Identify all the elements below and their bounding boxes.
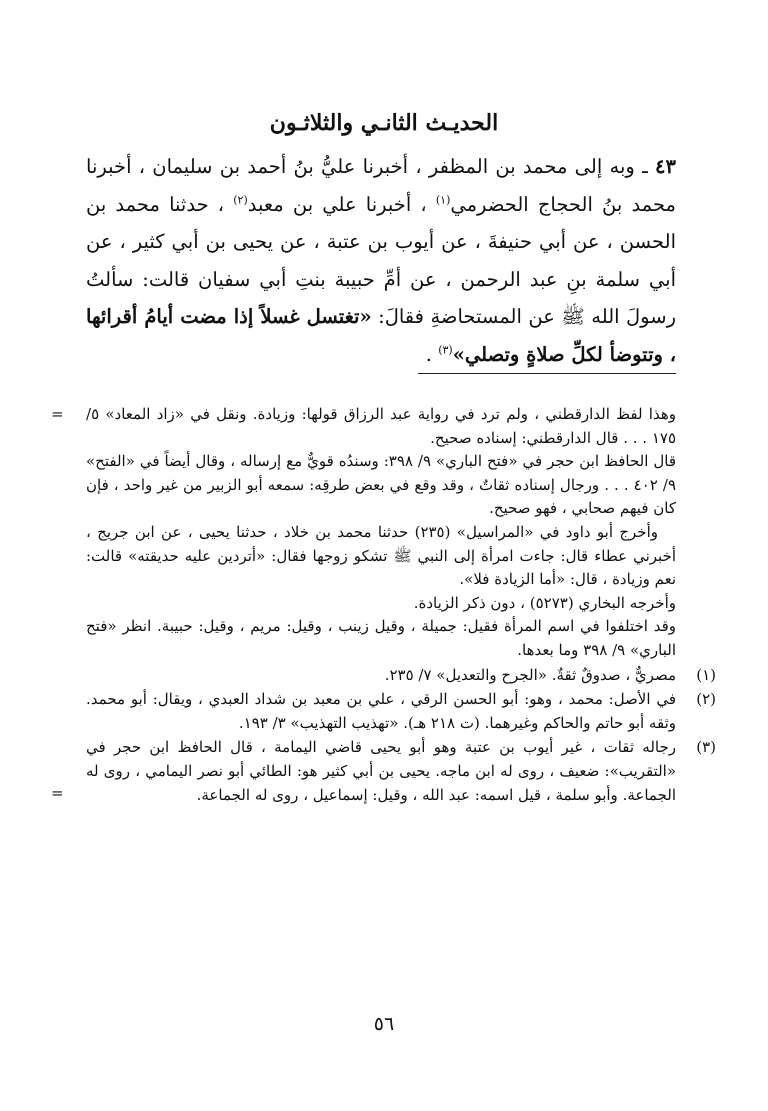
prophet-quote: «تغتسل غسلاً إذا مضت أيامُ أقرائها ، وتتوضأ لكلِّ صلاةٍ وتصلي» bbox=[86, 305, 676, 366]
hadith-text-part1: ـ وبه إلى محمد بن المظفر ، أخبرنا عليُّ بنُ أحمد بن سليمان ، أخبرنا محمد بنُ الحجاج الحضرمي bbox=[86, 155, 676, 216]
footnotes-section bbox=[51, 403, 716, 807]
footnote-text: رجاله ثقات ، غير أيوب بن عتبة وهو أبو يحيى قاضي اليمامة ، قال الحافظ ابن حجر في «التقريب»: ضعيف ، روى له ابن ماجه. يحيى بن أبي كثير هو: الطائي أبو نصر اليمامي ، روى له الجماعة. وأبو سلمة ، قيل اسمه: عبد الله ، وقيل: إسماعيل ، روى له الجماعة. bbox=[86, 738, 676, 804]
hadith-paragraph bbox=[86, 148, 676, 373]
footnote-separator bbox=[418, 373, 676, 374]
hadith-number: ٤٣ bbox=[655, 155, 676, 178]
hadith-text bbox=[86, 148, 676, 373]
continuation-para-3: وأخرج أبو داود في «المراسيل» (٢٣٥) حدثنا محمد بن خلاد ، حدثنا يحيى ، عن ابن جريج ، أخبرني عطاء قال: جاءت امرأة إلى النبي ﷺ تشكو زوجها فقال: «أتردين عليه حديقته» قالت: نعم وزيادة ، قال: «أما الزيادة فلا». bbox=[86, 522, 676, 589]
footnote-ref-3: (٣) bbox=[438, 343, 453, 356]
footnote-3 bbox=[51, 736, 716, 807]
continuation-mark: = bbox=[51, 405, 64, 423]
footnote-ref-1: (١) bbox=[435, 193, 451, 206]
footnote-label: (١) bbox=[696, 665, 716, 684]
continuation-para-4: وأخرجه البخاري (٥٢٧٣) ، دون ذكر الزيادة. bbox=[413, 593, 676, 612]
footnote-label: (٢) bbox=[696, 690, 716, 709]
hadith-end: . bbox=[425, 342, 439, 366]
previous-footnote-continuation bbox=[51, 403, 676, 663]
page-number: ٥٦ bbox=[373, 1013, 395, 1035]
footnote-text: مصريٌّ ، صدوقٌ ثقةٌ. «الجرح والتعديل» ٧/ ٢٣٥. bbox=[384, 665, 676, 684]
continues-mark: = bbox=[51, 783, 64, 802]
hadith-text-part3: ، حدثنا محمد بن الحسن ، عن أبي حنيفةَ ، عن أيوب بن عتبة ، عن يحيى بن أبي كثير ، عن أبي سلمة بنِ عبد الرحمن ، عن أمِّ حبيبة بنتِ أبي سفيان قالت: سألتُ رسولَ الله ﷺ عن المستحاضةِ فقالَ: bbox=[86, 192, 677, 328]
footnote-label: (٣) bbox=[696, 738, 716, 757]
continuation-para-1: وهذا لفظ الدارقطني ، ولم ترد في رواية عبد الرزاق قولها: وزيادة. ونقل في «زاد المعاد» ٥/ ١٧٥ . . . قال الدارقطني: إسناده صحيح. bbox=[86, 405, 676, 447]
footnote-ref-2: (٢) bbox=[233, 193, 248, 206]
hadith-heading: الحديـث الثانـي والثلاثـون bbox=[269, 110, 499, 136]
footnote-1 bbox=[86, 664, 716, 688]
continuation-para-5: وقد اختلفوا في اسم المرأة فقيل: جميلة ، وقيل زينب ، وقيل: مريم ، وقيل: حبيبة. انظر «فتح الباري» ٩/ ٣٩٨ وما بعدها. bbox=[86, 617, 676, 659]
continuation-para-2: قال الحافظ ابن حجر في «فتح الباري» ٩/ ٣٩٨: وسندُه قويٌّ مع إرساله ، وقال أيضاً في «الفتح» ٩/ ٤٠٢ . . . ورجال إسناده ثقاتٌ ، وقد وقع في بعض طرقِه: سمعه أبو الزبير من غير واحد ، فإن كان فيهم صحابي ، فهو صحيح. bbox=[86, 452, 676, 518]
hadith-text-part2: ، أخبرنا علي بن معبد bbox=[247, 192, 436, 216]
footnote-text: في الأصل: محمد ، وهو: أبو الحسن الرقي ، علي بن معبد بن شداد العبدي ، ويقال: أبو محمد. وثقه أبو حاتم والحاكم وغيرهما. (ت ٢١٨ هـ). «تهذيب التهذيب» ٣/ ١٩٣. bbox=[86, 690, 676, 732]
footnote-2 bbox=[86, 688, 716, 735]
